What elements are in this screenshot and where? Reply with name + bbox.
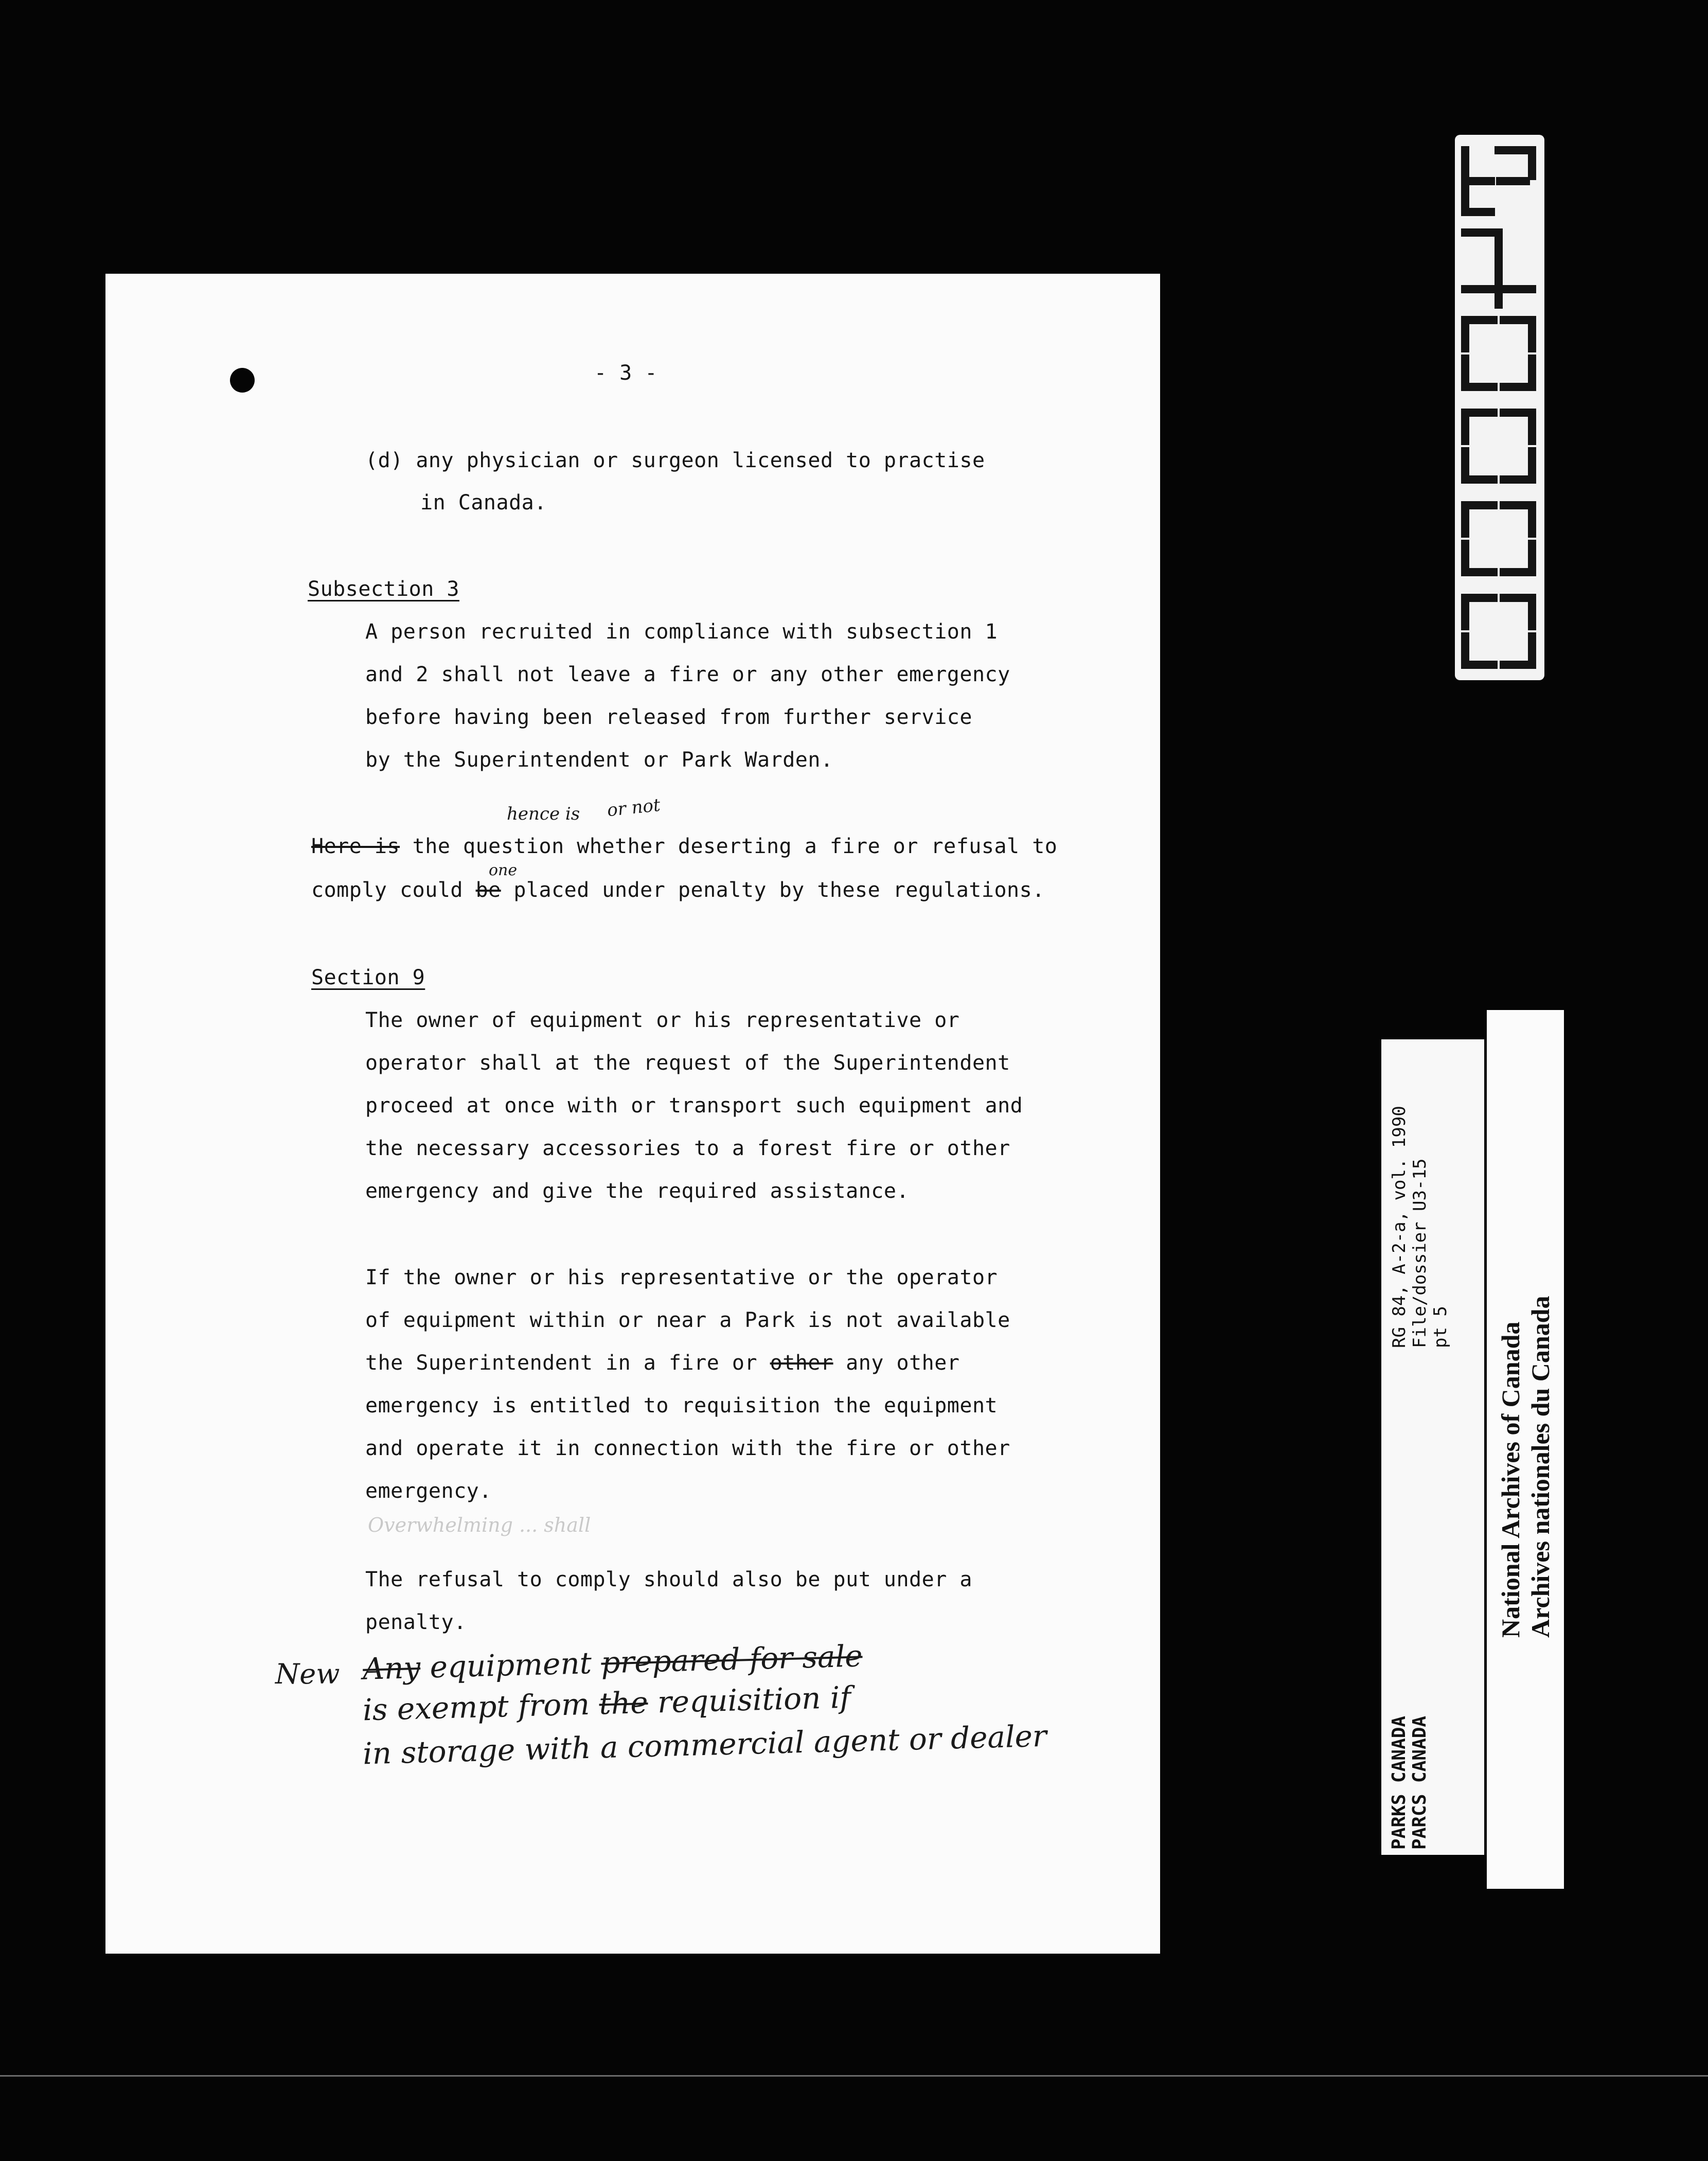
film-edge-line xyxy=(0,2075,1708,2077)
section-9-para-2-line: emergency is entitled to requisition the equipment xyxy=(365,1394,998,1418)
question-line-1-text: the question whether deserting a fire or refusal to xyxy=(412,835,1058,858)
handwritten-insertion: hence is xyxy=(507,804,580,824)
struck-text: be xyxy=(475,878,501,902)
reference-line-3: pt 5 xyxy=(1430,1306,1451,1348)
document-page xyxy=(105,274,1160,1954)
struck-text: the xyxy=(598,1685,649,1722)
section-9-heading: Section 9 xyxy=(311,966,425,989)
national-archives-english: National Archives of Canada xyxy=(1496,1321,1525,1638)
section-9-para-1-line: The owner of equipment or his representative or xyxy=(365,1008,960,1032)
section-9-para-1-line: operator shall at the request of the Superintendent xyxy=(365,1051,1010,1075)
national-archives-french: Archives nationales du Canada xyxy=(1526,1296,1555,1638)
handwritten-note-line-1 xyxy=(362,1638,863,1686)
section-9-para-2-line xyxy=(365,1351,959,1375)
question-line-2 xyxy=(311,878,1045,902)
subsection-3-line: by the Superintendent or Park Warden. xyxy=(365,748,833,772)
note-line-1-text: equipment xyxy=(429,1645,592,1685)
struck-text: Any xyxy=(362,1650,421,1687)
note-line-2-end: requisition if xyxy=(657,1679,851,1720)
section-9-para-1-line: proceed at once with or transport such equipment and xyxy=(365,1094,1023,1118)
national-archives-label xyxy=(1487,1010,1564,1889)
reference-line-2: File/dossier U3-15 xyxy=(1410,1158,1430,1348)
section-9-para-3-line: The refusal to comply should also be put under a xyxy=(365,1568,972,1591)
section-9-para-2-end: any other xyxy=(846,1351,960,1375)
punch-hole xyxy=(230,368,255,393)
reference-line-1: RG 84, A-2-a, vol. 1990 xyxy=(1389,1106,1410,1348)
section-9-para-2-line: If the owner or his representative or the operator xyxy=(365,1266,998,1289)
subsection-3-line: and 2 shall not leave a fire or any other emergency xyxy=(365,663,1010,686)
item-d-line-1: (d) any physician or surgeon licensed to practise xyxy=(365,449,985,472)
handwritten-insertion: or not xyxy=(606,794,662,821)
section-9-para-2-start: the Superintendent in a fire or xyxy=(365,1351,758,1375)
question-line-1 xyxy=(311,835,1057,858)
faint-handwritten-note: Overwhelming ... shall xyxy=(368,1514,591,1536)
page-number: - 3 - xyxy=(594,361,657,385)
subsection-3-line: before having been released from further service xyxy=(365,705,972,729)
section-9-para-2-line: and operate it in connection with the fire or other xyxy=(365,1437,1010,1460)
section-9-para-2-line: emergency. xyxy=(365,1479,492,1503)
handwritten-note-line-2 xyxy=(362,1680,851,1728)
section-9-para-3-line: penalty. xyxy=(365,1610,467,1634)
subsection-3-heading: Subsection 3 xyxy=(308,577,459,601)
section-9-para-2-line: of equipment within or near a Park is not available xyxy=(365,1308,1010,1332)
struck-text: prepared for sale xyxy=(600,1638,863,1680)
handwritten-insertion: one xyxy=(489,861,518,879)
question-line-2-start: comply could xyxy=(311,878,463,902)
frame-number-digits xyxy=(1455,135,1544,680)
parcs-canada-text: PARCS CANADA xyxy=(1409,1715,1430,1850)
question-line-2-end: placed under penalty by these regulations. xyxy=(513,878,1045,902)
section-9-para-1-line: the necessary accessories to a forest fire or other xyxy=(365,1137,1010,1160)
parks-canada-reference-label xyxy=(1381,1039,1484,1855)
note-line-2-text: is exempt from xyxy=(362,1686,590,1728)
frame-number-label xyxy=(1455,135,1544,680)
handwritten-note-line-3: in storage with a commercial agent or dealer xyxy=(362,1718,1047,1772)
section-9-para-1-line: emergency and give the required assistance. xyxy=(365,1179,910,1203)
struck-text: Here is xyxy=(311,835,400,858)
struck-text: other xyxy=(770,1351,833,1375)
item-d-line-2: in Canada. xyxy=(420,491,547,515)
parks-canada-text: PARKS CANADA xyxy=(1389,1715,1410,1850)
handwritten-new-label: New xyxy=(275,1658,340,1690)
subsection-3-line: A person recruited in compliance with subsection 1 xyxy=(365,620,998,644)
